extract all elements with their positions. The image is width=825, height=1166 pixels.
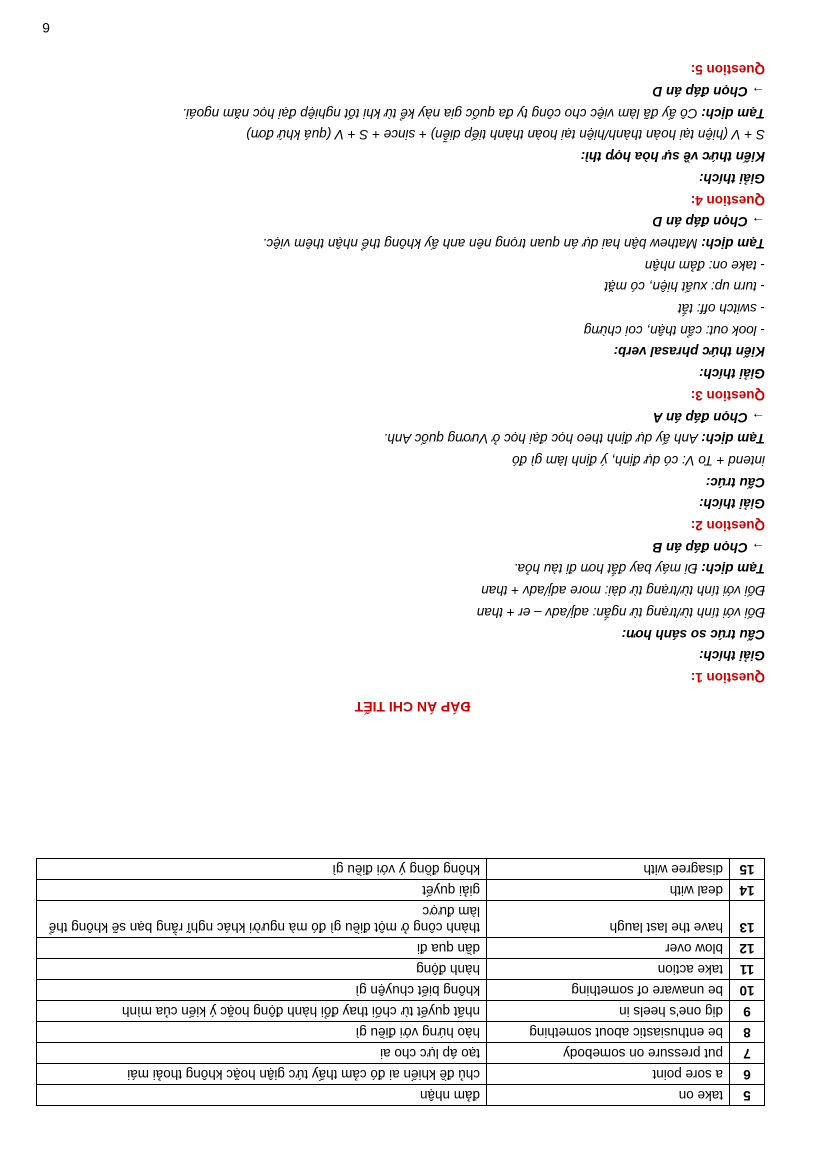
question-2-translation xyxy=(25,428,765,450)
translation-label: Tạm dịch: xyxy=(701,431,765,447)
table-row xyxy=(37,938,765,959)
row-number-cell: 13 xyxy=(730,901,765,938)
question-4-explanation-label: Giải thích: xyxy=(698,170,765,186)
meaning-cell: hành động xyxy=(37,959,487,980)
term-cell: disagree with xyxy=(487,859,730,880)
term-cell: be enthusiastic about something xyxy=(487,1022,730,1043)
term-cell: dig one's heels in xyxy=(487,1001,730,1022)
meaning-cell: hào hứng với điều gì xyxy=(37,1022,487,1043)
table-row xyxy=(37,901,765,938)
question-4-answer: → Chọn đáp án D xyxy=(652,84,765,100)
translation-label: Tạm dịch: xyxy=(701,561,765,577)
question-3-item-2: - switch off: tắt xyxy=(677,301,765,317)
row-number-cell: 8 xyxy=(730,1022,765,1043)
question-3-item-1: - look out: cẩn thận, coi chừng xyxy=(583,322,765,338)
table-row xyxy=(37,980,765,1001)
table-row xyxy=(37,1043,765,1064)
meaning-cell: tạo áp lực cho ai xyxy=(37,1043,487,1064)
row-number-cell: 14 xyxy=(730,880,765,901)
question-2-structure-label: Cấu trúc: xyxy=(705,474,765,490)
answer-explanations xyxy=(25,59,765,688)
question-1-answer: → Chọn đáp án B xyxy=(652,539,765,555)
table-row xyxy=(37,1001,765,1022)
translation-text: Đi máy bay đắt hơn đi tàu hỏa. xyxy=(513,561,702,577)
question-2-answer: → Chọn đáp án A xyxy=(653,409,765,425)
meaning-cell: không biết chuyện gì xyxy=(37,980,487,1001)
question-1-rule-1: Đối với tính từ/trạng từ ngắn: adj/adv – er + than xyxy=(476,604,765,620)
question-3-item-4: - take on: đảm nhận xyxy=(644,257,765,273)
question-2-title: Question 2: xyxy=(690,518,765,534)
row-number-cell: 6 xyxy=(730,1064,765,1085)
question-3-item-3: - turn up: xuất hiện, có mặt xyxy=(604,279,765,295)
question-1-rule-2: Đối với tính từ/trạng từ dài: more adj/adv + than xyxy=(481,583,765,599)
row-number-cell: 7 xyxy=(730,1043,765,1064)
question-3-title: Question 3: xyxy=(690,387,765,403)
term-cell: a sore point xyxy=(487,1064,730,1085)
table-row xyxy=(37,880,765,901)
question-3-knowledge-label: Kiến thức phrasal verb: xyxy=(613,344,765,360)
meaning-cell: thành công ở một điều gì đó mà người khác nghĩ rằng bạn sẽ không thể làm được xyxy=(37,901,487,938)
meaning-cell: chủ đề khiến ai đó cảm thấy tức giận hoặc không thoải mái xyxy=(37,1064,487,1085)
table-row xyxy=(37,959,765,980)
table-row xyxy=(37,1085,765,1106)
term-cell: put pressure on somebody xyxy=(487,1043,730,1064)
term-cell: take on xyxy=(487,1085,730,1106)
row-number-cell: 5 xyxy=(730,1085,765,1106)
question-4-rule-1: S + V (hiện tại hoàn thành/hiện tại hoàn thành tiếp diễn) + since + S + V (quá khứ đơn) xyxy=(246,127,765,143)
question-4-knowledge-label: Kiến thức về sự hòa hợp thì: xyxy=(580,149,765,165)
meaning-cell: dần qua đi xyxy=(37,938,487,959)
question-1-explanation-label: Giải thích: xyxy=(698,648,765,664)
question-4-title: Question 4: xyxy=(690,192,765,208)
meaning-cell: giải quyết xyxy=(37,880,487,901)
table-row xyxy=(37,859,765,880)
question-3-explanation-label: Giải thích: xyxy=(698,366,765,382)
table-row xyxy=(37,1064,765,1085)
question-1-title: Question 1: xyxy=(690,670,765,685)
vocabulary-table xyxy=(36,858,765,1106)
row-number-cell: 15 xyxy=(730,859,765,880)
term-cell: take action xyxy=(487,959,730,980)
translation-text: Mathew bận hai dự án quan trọng nên anh ấy không thể nhận thêm việc. xyxy=(262,235,702,251)
row-number-cell: 9 xyxy=(730,1001,765,1022)
question-2-explanation-label: Giải thích: xyxy=(698,496,765,512)
row-number-cell: 10 xyxy=(730,980,765,1001)
term-cell: blow over xyxy=(487,938,730,959)
translation-label: Tạm dịch: xyxy=(701,105,765,121)
table-row xyxy=(37,1022,765,1043)
meaning-cell: không đồng ý với điều gì xyxy=(37,859,487,880)
section-title: ĐÁP ÁN CHI TIẾT xyxy=(354,699,471,715)
question-3-translation xyxy=(25,232,765,254)
term-cell: deal with xyxy=(487,880,730,901)
question-5-title: Question 5: xyxy=(690,62,765,78)
vocabulary-table-body xyxy=(37,859,765,1106)
question-1-translation xyxy=(25,558,765,580)
term-cell: have the last laugh xyxy=(487,901,730,938)
question-2-rule-1: intend + To V: có dự định, ý định làm gì đó xyxy=(512,452,765,468)
row-number-cell: 11 xyxy=(730,959,765,980)
translation-text: Cô ấy đã làm việc cho công ty đa quốc gia này kể từ khi tốt nghiệp đại học năm ngoái. xyxy=(182,105,702,121)
meaning-cell: đảm nhận xyxy=(37,1085,487,1106)
translation-text: Anh ấy dự định theo học đại học ở Vương quốc Anh. xyxy=(383,431,702,447)
term-cell: be unaware of something xyxy=(487,980,730,1001)
question-4-translation xyxy=(25,102,765,124)
meaning-cell: nhất quyết từ chối thay đổi hành động hoặc ý kiến của mình xyxy=(37,1001,487,1022)
row-number-cell: 12 xyxy=(730,938,765,959)
question-3-answer: → Chọn đáp án D xyxy=(652,214,765,230)
page-number: 6 xyxy=(42,20,50,36)
question-1-structure-label: Cấu trúc so sánh hơn: xyxy=(621,626,765,642)
translation-label: Tạm dịch: xyxy=(701,235,765,251)
